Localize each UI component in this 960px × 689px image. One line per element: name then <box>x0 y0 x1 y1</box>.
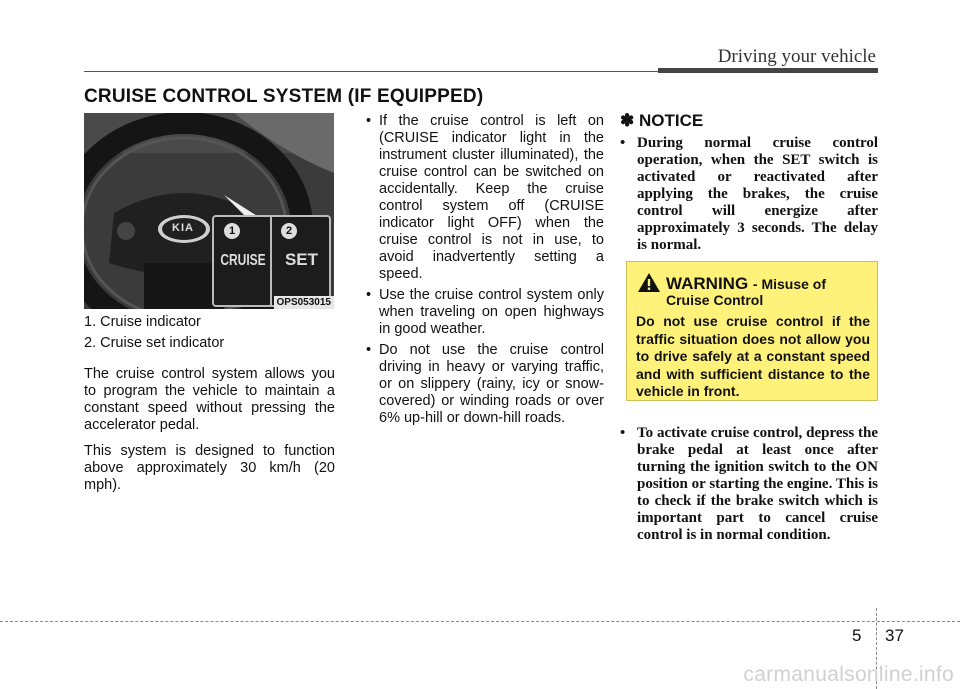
marker-2-badge: 2 <box>281 223 297 239</box>
warning-triangle-icon <box>637 272 661 293</box>
left-column <box>84 314 335 503</box>
bullet-item <box>620 425 878 544</box>
notice-title: NOTICE <box>638 111 704 130</box>
watermark-text: carmanualsonline.info <box>743 663 954 686</box>
speed-paragraph: This system is designed to function above approximately 30 km/h (20 mph). <box>84 443 335 493</box>
warning-title <box>666 274 826 294</box>
bullet-dot: • <box>366 342 372 358</box>
notice-star-icon: ✽ <box>620 111 635 130</box>
bullet-item <box>366 287 604 338</box>
warning-subtitle-line2: Cruise Control <box>666 292 764 308</box>
warning-body: Do not use cruise control if the traffic situation does not allow you to drive safely at a constant speed and with sufficient distance to the vehicle in front. <box>636 313 870 399</box>
footer-chapter-number: 5 <box>852 626 862 645</box>
callout-divider <box>270 217 272 305</box>
bullet-dot: • <box>620 425 626 441</box>
caption-cruise-set-indicator: 2. Cruise set indicator <box>84 335 225 351</box>
footer-page-number: 37 <box>885 626 904 645</box>
bullet-dot: • <box>366 287 372 303</box>
notice-bullet-2 <box>620 425 878 544</box>
bullet-item <box>366 113 604 283</box>
bullet-dot: • <box>366 113 372 129</box>
chapter-title: Driving your vehicle <box>717 46 876 67</box>
warning-box <box>626 261 878 401</box>
bullet-text: Do not use the cruise control driving in heavy or varying traffic, or on slippery (rainy, icy or snow-covered) or winding roads or over 6% up-hill or down-hill roads. <box>379 342 604 426</box>
figure-code: OPS053015 <box>274 296 335 309</box>
warning-title-text: WARNING <box>666 274 749 293</box>
bullet-text: If the cruise control is left on (CRUISE indicator light in the instrument cluster illuminated), the cruise control can be switched on accidentally. Keep the cruise control system off (CRUISE indicator light OFF) when the cruise control is not in use, to avoid inadvertently setting a speed. <box>379 113 604 282</box>
cruise-switch-callout <box>212 215 331 307</box>
footer-rule <box>0 621 960 622</box>
middle-column <box>366 113 604 431</box>
bullet-text: During normal cruise control operation, when the SET switch is activated or reactivated after applying the brakes, the cruise control will energize after approximately 3 seconds. The delay is normal. <box>637 135 878 253</box>
bullet-text: To activate cruise control, depress the brake pedal at least once after turning the ignition switch to the ON position or starting the engine. This is to check if the brake switch which is important part to cancel cruise control is in normal condition. <box>637 425 878 543</box>
header-rule-accent <box>658 68 878 73</box>
kia-logo-text: KIA <box>172 222 194 234</box>
section-title: CRUISE CONTROL SYSTEM (IF EQUIPPED) <box>84 86 484 107</box>
steering-wheel-photo <box>84 113 334 309</box>
warning-subtitle-line1: - Misuse of <box>752 276 827 292</box>
bullet-dot: • <box>620 135 626 151</box>
intro-paragraph: The cruise control system allows you to program the vehicle to maintain a constant speed without pressing the accelerator pedal. <box>84 366 335 433</box>
bullet-item <box>366 342 604 427</box>
cruise-button-label: CRUISE <box>220 250 266 270</box>
caption-cruise-indicator: 1. Cruise indicator <box>84 314 201 330</box>
notice-heading <box>620 111 703 131</box>
bullet-item <box>620 135 878 254</box>
marker-1-badge: 1 <box>224 223 240 239</box>
bullet-text: Use the cruise control system only when traveling on open highways in good weather. <box>379 287 604 337</box>
set-button-label: SET <box>284 250 319 269</box>
notice-bullet-1 <box>620 135 878 254</box>
